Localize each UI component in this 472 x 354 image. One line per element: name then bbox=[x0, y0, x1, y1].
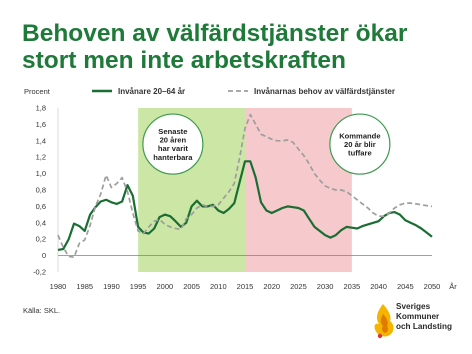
y-tick-label: 0,2 bbox=[35, 234, 46, 244]
x-tick-label: 1990 bbox=[103, 282, 120, 291]
x-tick-label: 2015 bbox=[236, 282, 254, 291]
y-tick-label: 1,8 bbox=[35, 103, 46, 113]
x-tick-label: 2030 bbox=[316, 282, 334, 291]
logo-line-3: och Landsting bbox=[396, 322, 452, 331]
y-tick-label: 0 bbox=[41, 251, 46, 261]
logo-line-1: Sveriges bbox=[396, 302, 431, 311]
logo-line-2: Kommuner bbox=[396, 312, 440, 321]
y-tick-label: 0,8 bbox=[35, 185, 46, 195]
y-tick-label: 0,6 bbox=[35, 201, 46, 211]
x-tick-label: 1980 bbox=[49, 282, 67, 291]
title-line-2: stort men inte arbetskraften bbox=[22, 47, 347, 74]
y-tick-label: 1,4 bbox=[35, 136, 46, 146]
x-tick-label: 2035 bbox=[343, 282, 361, 291]
callout-text-1: hanterbara bbox=[153, 152, 193, 162]
y-tick-label: 1,2 bbox=[35, 152, 46, 162]
y-tick-label: 1,6 bbox=[35, 119, 46, 129]
callout-text-1: Senaste bbox=[158, 126, 188, 136]
x-tick-label: 2040 bbox=[370, 282, 387, 291]
x-tick-label: 2010 bbox=[209, 282, 227, 291]
x-axis-label: År bbox=[449, 282, 457, 291]
x-tick-label: 2000 bbox=[156, 282, 174, 291]
callout-text-2: Kommande bbox=[339, 131, 381, 141]
y-tick-label: -0,2 bbox=[33, 267, 46, 277]
x-tick-label: 1985 bbox=[76, 282, 94, 291]
logo bbox=[368, 300, 468, 350]
legend-label-1: Invånare 20–64 år bbox=[118, 87, 186, 96]
title-line-1: Behoven av välfärdstjänster ökar bbox=[22, 20, 408, 47]
y-tick-label: 1,0 bbox=[35, 169, 46, 179]
y-axis-label: Procent bbox=[24, 87, 50, 96]
callout-text-2: 20 år blir bbox=[344, 139, 376, 149]
flame-logo-icon bbox=[370, 302, 396, 342]
callout-text-1: har varit bbox=[157, 144, 188, 154]
x-tick-label: 2020 bbox=[263, 282, 281, 291]
callout-text-2: tuffare bbox=[348, 148, 372, 158]
x-tick-label: 2005 bbox=[183, 282, 200, 291]
x-tick-label: 1995 bbox=[129, 282, 147, 291]
source-note: Källa: SKL. bbox=[23, 306, 61, 315]
x-tick-label: 2045 bbox=[396, 282, 414, 291]
x-tick-label: 2050 bbox=[423, 282, 441, 291]
callout-text-1: 20 åren bbox=[159, 135, 187, 145]
x-tick-label: 2025 bbox=[290, 282, 307, 291]
legend-label-2: Invånarnas behov av välfärdstjänster bbox=[254, 87, 395, 96]
y-tick-label: 0,4 bbox=[35, 218, 46, 228]
